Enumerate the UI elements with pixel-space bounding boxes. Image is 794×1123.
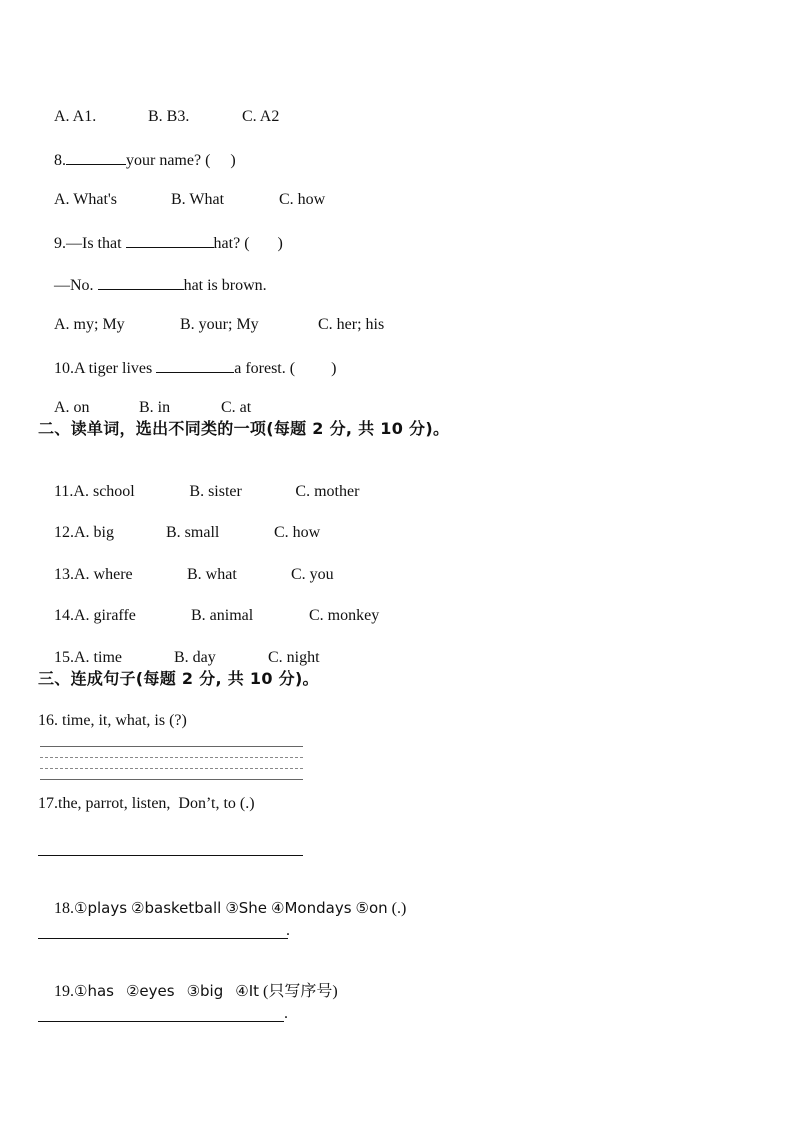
q12-number: 12. bbox=[54, 524, 74, 541]
q18-item-2: ②basketball bbox=[131, 899, 222, 917]
q11-option-a: A. school bbox=[73, 483, 135, 500]
q14-option-a: A. giraffe bbox=[74, 607, 136, 624]
q13-option-b: B. what bbox=[187, 566, 237, 583]
q19-item-4: ④It bbox=[235, 982, 260, 1000]
q8-prompt bbox=[38, 129, 236, 169]
q16-writing-lines[interactable] bbox=[40, 746, 303, 780]
q11-option-c: C. mother bbox=[295, 483, 360, 500]
q7-option-b: B. B3. bbox=[148, 108, 190, 125]
q9-blank-b[interactable] bbox=[98, 274, 184, 290]
q12-row bbox=[38, 503, 321, 541]
q9-prompt-a bbox=[38, 212, 283, 252]
q13-option-a: A. where bbox=[74, 566, 133, 583]
q18-number: 18. bbox=[54, 900, 74, 917]
q11-option-b: B. sister bbox=[189, 483, 242, 500]
q19-end-mark: . bbox=[284, 1005, 288, 1022]
q9-prompt-b bbox=[38, 254, 267, 294]
q18-answer-line[interactable] bbox=[38, 938, 288, 939]
writing-line bbox=[40, 746, 303, 747]
section-3-heading: 三、连成句子(每题 2 分, 共 10 分)。 bbox=[38, 669, 319, 688]
q14-number: 14. bbox=[54, 607, 74, 624]
q9-option-a: A. my; My bbox=[54, 316, 125, 333]
q10-blank[interactable] bbox=[156, 357, 234, 373]
q14-option-c: C. monkey bbox=[309, 607, 380, 624]
q18-item-4: ④Mondays bbox=[271, 899, 352, 917]
q12-option-b: B. small bbox=[166, 524, 220, 541]
q9-text-b: —No. bbox=[54, 277, 98, 294]
q15-option-c: C. night bbox=[268, 649, 320, 666]
writing-line bbox=[40, 779, 303, 780]
q18-suffix: (.) bbox=[391, 900, 407, 917]
q17-answer-line[interactable] bbox=[38, 855, 303, 856]
q18-prompt bbox=[38, 878, 407, 917]
q11-number: 11. bbox=[54, 483, 74, 500]
q9-text-b-end: hat is brown. bbox=[183, 277, 267, 294]
q18-item-5: ⑤on bbox=[355, 899, 388, 917]
writing-line bbox=[40, 768, 303, 769]
q13-number: 13. bbox=[54, 566, 74, 583]
q15-row bbox=[38, 628, 320, 666]
q18-end-mark: . bbox=[286, 922, 290, 939]
q15-number: 15. bbox=[54, 649, 74, 666]
writing-line bbox=[40, 757, 303, 758]
q12-option-c: C. how bbox=[274, 524, 321, 541]
q19-item-1: ①has bbox=[74, 982, 114, 1000]
q19-suffix: (只写序号) bbox=[263, 983, 338, 1000]
q7-option-a: A. A1. bbox=[54, 108, 97, 125]
q15-option-a: A. time bbox=[74, 649, 122, 666]
q10-option-b: B. in bbox=[139, 399, 171, 416]
section-2-heading: 二、读单词，选出不同类的一项(每题 2 分, 共 10 分)。 bbox=[38, 419, 450, 438]
q16-prompt: 16. time, it, what, is (?) bbox=[38, 712, 187, 729]
q8-option-b: B. What bbox=[171, 191, 225, 208]
q14-option-b: B. animal bbox=[191, 607, 254, 624]
q19-number: 19. bbox=[54, 983, 74, 1000]
q14-row bbox=[38, 586, 380, 624]
q9-blank-a[interactable] bbox=[126, 232, 214, 248]
q8-blank[interactable] bbox=[66, 149, 126, 165]
q11-row bbox=[38, 462, 360, 500]
q15-option-b: B. day bbox=[174, 649, 216, 666]
q19-prompt bbox=[38, 961, 338, 1000]
q9-number: 9. bbox=[54, 235, 66, 252]
q9-text-a: —Is that bbox=[66, 235, 126, 252]
q7-option-c: C. A2 bbox=[242, 108, 280, 125]
q18-item-1: ①plays bbox=[74, 899, 128, 917]
q19-item-3: ③big bbox=[186, 982, 224, 1000]
q17-prompt: 17.the, parrot, listen, Don’t, to (.) bbox=[38, 795, 255, 812]
q10-options bbox=[38, 378, 252, 416]
q9-text-a-end: hat? ( ) bbox=[213, 235, 283, 252]
q7-options bbox=[38, 87, 280, 125]
q10-text-end: a forest. ( ) bbox=[234, 360, 337, 377]
q10-text: A tiger lives bbox=[74, 360, 157, 377]
q13-option-c: C. you bbox=[291, 566, 334, 583]
q19-item-2: ②eyes bbox=[125, 982, 175, 1000]
q10-option-c: C. at bbox=[221, 399, 252, 416]
q13-row bbox=[38, 545, 334, 583]
q10-option-a: A. on bbox=[54, 399, 90, 416]
q9-option-c: C. her; his bbox=[318, 316, 385, 333]
q10-prompt bbox=[38, 337, 337, 377]
q8-number: 8. bbox=[54, 152, 66, 169]
q18-item-3: ③She bbox=[225, 899, 268, 917]
q9-options bbox=[38, 295, 385, 333]
q19-answer-line[interactable] bbox=[38, 1021, 284, 1022]
q8-option-c: C. how bbox=[279, 191, 326, 208]
q9-option-b: B. your; My bbox=[180, 316, 259, 333]
q8-options bbox=[38, 170, 326, 208]
q8-option-a: A. What's bbox=[54, 191, 118, 208]
q12-option-a: A. big bbox=[74, 524, 114, 541]
q8-text: your name? ( ) bbox=[126, 152, 236, 169]
q10-number: 10. bbox=[54, 360, 74, 377]
